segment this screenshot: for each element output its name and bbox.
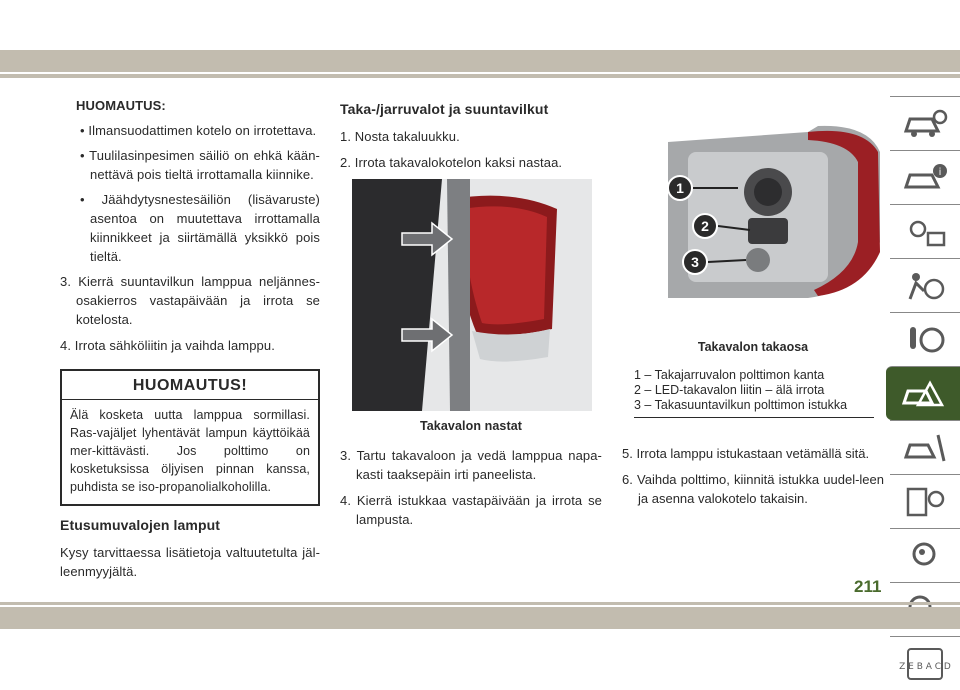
car-emergency-icon[interactable]: [890, 312, 960, 366]
legend-item: 1 – Takajarruvalon polttimon kanta: [634, 368, 825, 382]
warning-body: Älä kosketa uutta lamppua sormillasi. Ras-vajäljet lyhentävät lampun käyttöikää mer-kittävästi. Jos polttimo on kosketuksissa öljyisen pinnan kanssa, puhdista se iso-propanolialkoholilla.: [70, 408, 310, 494]
front-fog-paragraph: Kysy tarvittaessa lisätietoja valtuutetulta jäl-leenmyyjältä.: [60, 545, 320, 579]
settings-list-icon[interactable]: [890, 420, 960, 474]
photo-legend: [634, 368, 874, 418]
legend-item: 3 – Takasuuntavilkun polttimon istukka: [634, 398, 848, 412]
tail-light-illustration: [352, 179, 592, 411]
column-1: [60, 96, 320, 581]
callout-1-label: 1: [676, 180, 684, 196]
callout-2-label: 2: [701, 218, 709, 234]
car-info-icon[interactable]: [890, 96, 960, 150]
column-2: [340, 96, 602, 536]
photo-caption-back: Takavalon takaosa: [697, 340, 809, 354]
warning-title: HUOMAUTUS!: [62, 371, 318, 400]
car-service-icon[interactable]: [886, 366, 960, 420]
step-6: 6. Vaihda polttimo, kiinnitä istukka uudel-leen ja asenna valokotelo takaisin.: [622, 472, 884, 506]
warning-box: [60, 369, 320, 506]
tail-light-back-illustration: [658, 122, 884, 298]
step-4b: 4. Kierrä istukkaa vastapäivään ja irrota se lampusta.: [340, 493, 602, 527]
section-front-fog: Etusumuvalojen lamput: [60, 517, 221, 533]
search-icon[interactable]: [890, 528, 960, 582]
photo-caption-pins: Takavalon nastat: [419, 419, 523, 433]
tail-light-pins-photo: [352, 179, 592, 411]
chapter-tabs: [886, 96, 960, 690]
note-heading: HUOMAUTUS:: [76, 98, 166, 113]
footer-band: [0, 607, 960, 629]
step-2: 2. Irrota takavalokotelon kaksi nastaa.: [340, 155, 563, 170]
step-3: 3. Kierrä suuntavilkun lamppua neljännes-osakierros vastapäivään ja irrota se kotelosta.: [60, 274, 320, 327]
airbag-steering-icon[interactable]: [890, 258, 960, 312]
footer-line: [0, 602, 960, 605]
warning-light-icon[interactable]: [890, 204, 960, 258]
header-line: [0, 74, 960, 78]
multimedia-icon[interactable]: [890, 474, 960, 528]
step-5: 5. Irrota lamppu istukastaan vetämällä sitä.: [622, 446, 870, 461]
step-4: 4. Irrota sähköliitin ja vaihda lamppu.: [60, 338, 275, 353]
note-bullet: • Jäähdytysnestesäiliön (lisävaruste) asentoa on muutettava irrottamalla kiinnikkeet ja siirtämällä yksikkö pois tieltä.: [80, 192, 320, 264]
legend-item: 2 – LED-takavalon liitin – älä irrota: [634, 383, 825, 397]
callout-3-label: 3: [691, 254, 699, 270]
column-3-steps: [622, 444, 884, 515]
step-1: 1. Nosta takaluukku.: [340, 129, 460, 144]
tail-light-back-photo: [658, 122, 884, 298]
page-number: 211: [854, 577, 882, 596]
section-tail-lights: Taka-/jarruvalot ja suuntavilkut: [340, 101, 549, 117]
index-icon[interactable]: [890, 636, 960, 690]
note-bullet: • Ilmansuodattimen kotelo on irrotettava.: [80, 123, 317, 138]
car-alert-icon[interactable]: [890, 150, 960, 204]
note-bullet: • Tuulilasinpesimen säiliö on ehkä kään-nettävä pois tieltä irrottamalla kiinnike.: [80, 148, 320, 182]
step-3b: 3. Tartu takavaloon ja vedä lamppua napa-kasti taaksepäin irti paneelista.: [340, 448, 602, 482]
svg-text:i: i: [938, 166, 942, 178]
header-band: [0, 50, 960, 72]
index-letters: Z E B A C D: [899, 661, 951, 672]
